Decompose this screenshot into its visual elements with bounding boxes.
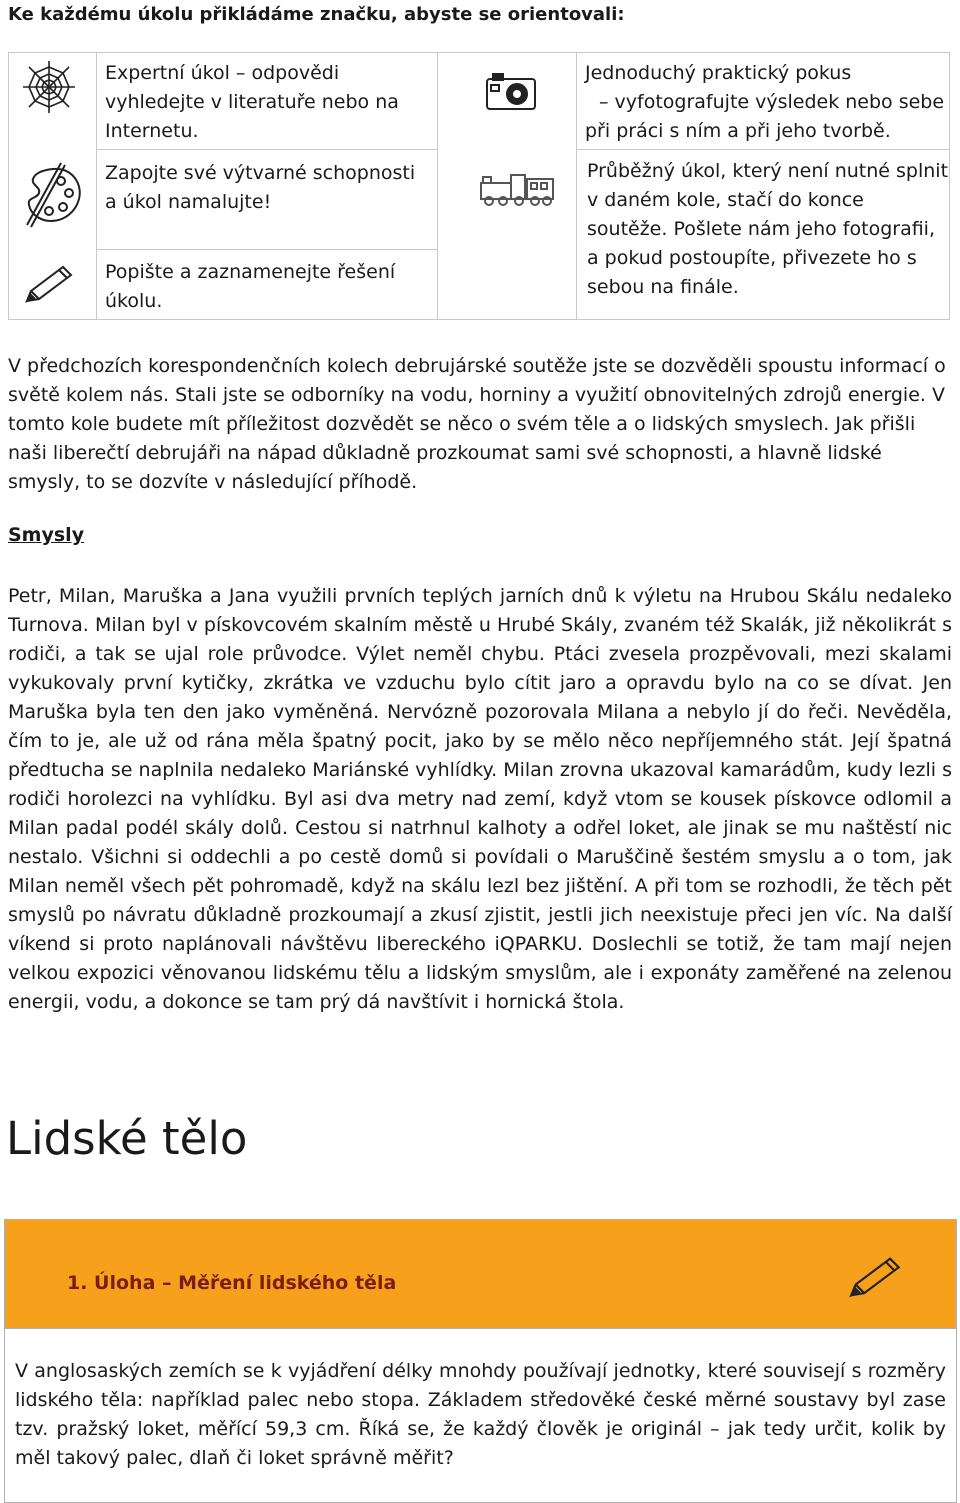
task-box (4, 1219, 957, 1503)
legend-expert-text: Expertní úkol – odpovědi vyhledejte v literatuře nebo na Internetu. (105, 62, 399, 142)
legend-photo-text (585, 59, 945, 146)
legend-divider (96, 53, 97, 319)
task-header (5, 1220, 956, 1328)
legend-divider (576, 149, 950, 150)
legend-table (8, 52, 950, 320)
legend-divider (96, 249, 437, 250)
pencil-icon (847, 1254, 903, 1300)
intro-paragraph: V předchozích korespondenčních kolech debrujárské soutěže jste se dozvěděli spoustu informací o světě kolem nás. Stali jste se odborníky na vodu, horniny a využití obnovitelných zdrojů energie. V tomto kole budete mít příležitost dozvědět se něco o svém těle a o lidských smyslech. Jak přišli naši liberečtí debrujáři na nápad důkladně prozkoumat sami své schopnosti, a hlavně lidské smysly, to se dozvíte v následující příhodě. (8, 355, 946, 493)
task-title: 1. Úloha – Měření lidského těla (67, 1272, 397, 1294)
legend-photo-line1: Jednoduchý praktický pokus (585, 62, 852, 84)
chapter-title: Lidské tělo (6, 1112, 248, 1165)
intro-heading: Ke každému úkolu přikládáme značku, abyste se orientovali: (8, 4, 625, 25)
legend-photo-line3: při práci s ním a při jeho tvorbě. (585, 120, 891, 142)
train-icon (479, 169, 555, 207)
task-divider (5, 1328, 956, 1329)
palette-icon (21, 159, 85, 229)
legend-photo-line2: – vyfotografujte výsledek nebo sebe (599, 91, 945, 113)
legend-art-text: Zapojte své výtvarné schopnosti a úkol namalujte! (105, 162, 416, 213)
camera-icon (485, 71, 537, 111)
legend-divider (437, 53, 438, 319)
legend-divider (96, 149, 437, 150)
legend-train-text: Průběžný úkol, který není nutné splnit v daném kole, stačí do konce soutěže. Pošlete nám jeho fotografii, a pokud postoupíte, přivezete ho s sebou na finále. (587, 160, 949, 298)
task-text: V anglosaských zemích se k vyjádření délky mnohdy používají jednotky, které souvisejí s rozměry lidského těla: například palec nebo stopa. Základem středověké české měrné soustavy byl zase tzv. pražský loket, měřící 59,3 cm. Říká se, že každý člověk je originál – jak tedy určit, kolik by měl takový palec, dlaň či loket správně měřit? (15, 1360, 946, 1469)
pencil-icon (23, 263, 75, 305)
legend-divider (576, 53, 577, 319)
story-paragraph: Petr, Milan, Maruška a Jana využili prvních teplých jarních dnů k výletu na Hrubou Skálu nedaleko Turnova. Milan byl v pískovcovém skalním městě u Hrubé Skály, zvaném též Skalák, již několikrát s rodiči, a tak se ujal role průvodce. Výlet neměl chybu. Ptáci zvesela prozpěvovali, mezi skalami vykukovaly první kytičky, zkrátka ve vzduchu bylo cítit jaro a opravdu bylo na co se dívat. Jen Maruška byla ten den jako vyměněná. Nervózně pozorovala Milana a nebylo jí do řeči. Nevěděla, čím to je, ale už od rána měla špatný pocit, jako by se mělo něco nepříjemného stát. Její špatná předtucha se naplnila nedaleko Mariánské vyhlídky. Milan zrovna ukazoval kamarádům, kudy lezli s rodiči horolezci na vyhlídku. Byl asi dva metry nad zemí, když vtom se kousek pískovce odlomil a Milan padal podél skály dolů. Cestou si natrhnul kalhoty a odřel loket, ale jinak se mu naštěstí nic nestalo. Všichni si oddechli a po cestě domů si povídali o Maruščině šestém smyslu a o tom, jak Milan neměl všech pět pohromadě, když na skálu lezl bez jištění. A při tom se rozhodli, že těch pět smyslů po návratu důkladně prozkoumají a zkusí zjistit, jestli jich neexistuje přeci jen víc. Na další víkend si proto naplánovali návštěvu libereckého iQPARKU. Doslechli se totiž, že tam mají nejen velkou expozici věnovanou lidskému tělu a lidským smyslům, ale i exponáty zaměřené na zelenou energii, vodu, a dokonce se tam prý dá navštívit i hornická štola. (8, 585, 952, 1013)
section-heading: Smysly (8, 524, 85, 546)
spider-web-icon (21, 59, 77, 115)
legend-write-text: Popište a zaznamenejte řešení úkolu. (105, 261, 396, 312)
